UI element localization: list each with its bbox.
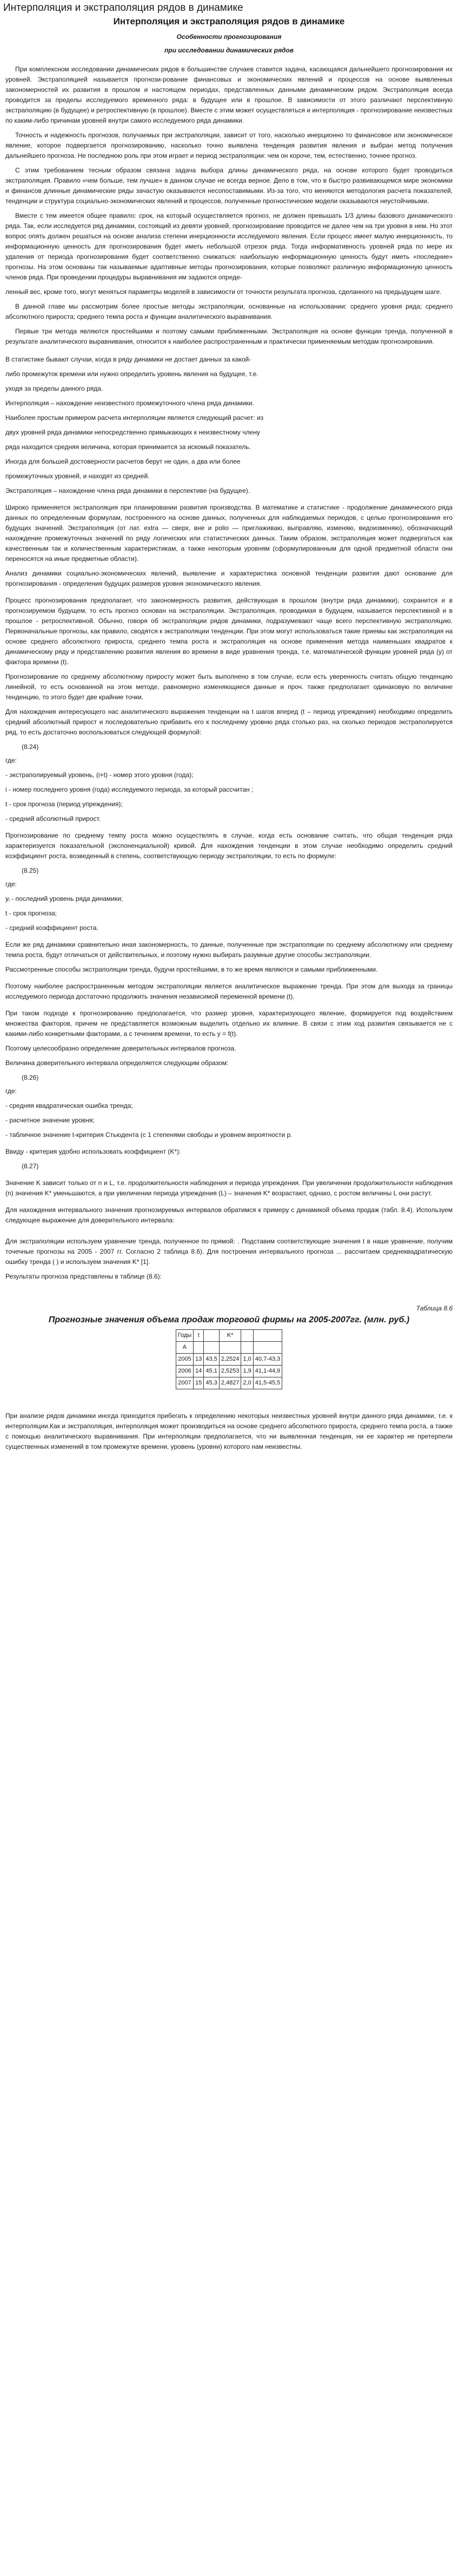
paragraph-growth-rate: Прогнозирование по среднему темпу роста можно осуществлять в случае, когда есть основание считать, что общая тенденция ряда характеризуется показательной (экспоненциальной) кривой. Для нахождения тенденции в этом случае необходимо определить средний коэффициент роста, возведенный в степень, соответствующую периоду экстраполяции, то есть по формуле: — [5, 832, 453, 860]
table-cell: 45,1 — [204, 1366, 219, 1377]
table-row — [176, 1342, 282, 1354]
table-cell: 2,0 — [241, 1377, 253, 1389]
where-label-1: где: — [5, 757, 17, 764]
paragraph-methods: В данной главе мы рассмотрим более простые методы экстраполяции, основанные на использовании: среднего уровня ряда; среднего абсолютного прироста; среднего темпа роста и функции аналитического выравнивания. — [5, 303, 453, 320]
paragraph-abs-growth: Прогнозирование по среднему абсолютному приросту может быть выполнено в том случае, если есть уверенность считать общую тенденцию линейной, то есть основанной на этом методе, равномерно изменяющиеся данные и проч. также предполагает одинаковую по величине тенденцию, то этого будет две крайние точки. — [5, 673, 453, 701]
paragraph-simple-example: Наиболее простым примером расчета интерполяции является следующий расчет: из — [5, 414, 264, 421]
paragraph-analytic: Поэтому наиболее распространенным методом экстраполяции является аналитическое выражение тренда. При этом для выхода за границы исследуемого периода достаточно продолжить значения независимой переменной времени (t). — [5, 982, 453, 1000]
table-cell — [219, 1342, 241, 1354]
formula-8-26: (8.26) — [22, 1074, 39, 1081]
paragraph-interval-example: Для нахождения интервального значения прогнозируемых интервалов обратимся к примеру с динамикой объема продаж (табл. 8.4). Используем следующее выражение для доверительного интервала: — [5, 1206, 453, 1224]
table-cell: 41,1-44,9 — [253, 1366, 282, 1377]
table-cell — [241, 1342, 253, 1354]
section-subtitle-2: при исследовании динамических рядов — [164, 46, 294, 54]
table-header-row — [176, 1330, 282, 1342]
paragraph-results: Результаты прогноза представлены в таблице (8.6): — [5, 1273, 162, 1280]
paragraph-general-rule-cont: ленный вес, кроме того, могут меняться параметры моделей в зависимости от точности результата прогноза, сделанного на предыдущем шаге. — [5, 288, 442, 296]
formula-8-24: (8.24) — [22, 743, 39, 751]
paragraph-k-value: Значение K зависит только от n и L, т.е. продолжительности наблюдения и периода упреждения. При увеличении продолжительности наблюдения (n) значения K* уменьшаются, а при увеличении периода упреждения (L) – значения K* возрастают, однако, с ростом величины L они растут. — [5, 1179, 453, 1197]
where-item-3b: - расчетное значение уровня; — [5, 1116, 95, 1124]
table-cell: 41,5-45,5 — [253, 1377, 282, 1389]
paragraph-criterion: Ввиду - критерия удобно использовать коэффициент (K*): — [5, 1148, 181, 1155]
where-item-1a: - экстраполируемый уровень, (i+t) - номер этого уровня (года); — [5, 771, 194, 779]
formula-8-25: (8.25) — [22, 867, 39, 874]
table-cell — [204, 1342, 219, 1354]
where-item-1d: - средний абсолютный прирост. — [5, 815, 101, 822]
paragraph-process: Процесс прогнозирования предполагает, что закономерность развития, действующая в прошлом (внутри ряда динамики), сохранится и в прогнозируемом будущем, то есть прогноз основан на экстраполяции. Экстраполяция, проводимая в будущем, называется перспективной и в прошлое - ретроспективной. Обычно, говоря об экстраполяции рядов динамики, подразумевают чаще всего перспективную экстраполяцию. Первоначальные прогнозы, как правило, сводятся к экстраполяции тенденции. При этом могут использоваться такие приемы как экстраполяция на основе среднего абсолютного прироста, среднего темпа роста и экстраполяция на основе применения метода наименьших квадратов к динамическому ряду и представлению развития явления во времени в виде уравнения тренда, т.е. математической функции уровней ряда (у) от фактора времени (t). — [5, 597, 453, 666]
section-subtitle: Особенности прогнозирования — [176, 33, 282, 41]
article-title: Интерполяция и экстраполяция рядов в динамике — [113, 16, 345, 26]
table-header-cell: Годы — [176, 1330, 193, 1342]
table-cell: 13 — [194, 1354, 204, 1366]
where-item-3a: - средняя квадратическая ошибка тренда; — [5, 1102, 133, 1109]
table-header-cell — [204, 1330, 219, 1342]
table-cell — [194, 1342, 204, 1354]
where-item-2a: yᵢ - последний уровень ряда динамики; — [5, 895, 123, 902]
where-label-2: где: — [5, 880, 17, 888]
table-cell: 2,2524 — [219, 1354, 241, 1366]
paragraph-stat-cases-2: либо промежуток времени или нужно определить уровень явления на будущее, т.е. — [5, 370, 258, 378]
paragraph-simplest: Рассмотренные способы экстраполяции тренда, будучи простейшими, в то же время являются и самыми приближенными. — [5, 966, 378, 973]
paragraph-find-trend: Для нахождения интересующего нас аналитического выражения тенденции на t шагов вперед (t – период упреждения) необходимо определить средний абсолютный прирост и последовательно прибавить его к последнему уровню ряда столько раз, на сколько периодов экстраполируется ряд, то есть достаточно воспользоваться следующей формулой: — [5, 708, 453, 736]
table-cell: 1,0 — [241, 1354, 253, 1366]
table-number: Таблица 8.6 — [416, 1304, 453, 1312]
table-row — [176, 1366, 282, 1377]
paragraph-interval-size: Величина доверительного интервала определяется следующим образом: — [5, 1059, 229, 1067]
paragraph-analysis: Анализ динамики социально-экономических явлений, выявление и характеристика основной тенденции развития дают основание для прогнозирования - определения будущих размеров уровня экономического явления. — [5, 570, 453, 587]
table-cell: 2,5253 — [219, 1366, 241, 1377]
paragraph-series-length: С этим требованием тесным образом связана задача выбора длины динамического ряда, на основе которого будет проводиться экстраполяция. Правило «чем больше, тем лучше» в данном случае не всегда верное. Дело в том, что в быстро развивающемся мире экономики и финансов длинные динамические ряды зачастую оказываются несопоставимыми. Из-за того, что меняются методология расчета показателей, тенденции и структура социально-экономических явлений и процессов, полученные прогностические модели оказываются неустойчивыми. — [5, 166, 453, 205]
where-item-3c: - табличное значение t-критерия Стьюдента (с 1 степенями свободы и уровнем вероятности p. — [5, 1131, 293, 1139]
paragraph-trend-equation: Для экстраполяции используем уравнение тренда, полученное по прямой: . Подставим соответствующие значения t в наше уравнение, получим точечные прогнозы на 2005 - 2007 гг. Согласно 2 таблица 8.6). Для построения интервального прогноза ... рассчитаем среднеквадратическую ошибку тренда ( ) и используем значения K* [1]. — [5, 1237, 453, 1266]
table-cell: 40,7-43,3 — [253, 1354, 282, 1366]
paragraph-simple-example-5: промежуточных уровней, и находят из средней. — [5, 472, 150, 480]
where-label-3: где: — [5, 1087, 17, 1095]
paragraph-conf-intervals: Поэтому целесообразно определение доверительных интервалов прогноза. — [5, 1045, 236, 1052]
table-cell — [253, 1342, 282, 1354]
table-header-cell — [253, 1330, 282, 1342]
paragraph-first-three: Первые три метода являются простейшими и поэтому самыми приближенными. Экстраполяция на основе функции тренда, полученной в результате аналитического выравнивания, относится к наиболее распространенным и практически применяемым методам прогнозирования. — [5, 327, 453, 345]
paragraph-stat-cases: В статистике бывают случаи, когда в ряду динамики не достает данных за какой- — [5, 356, 251, 363]
page-title: Интерполяция и экстраполяция рядов в динамике — [3, 2, 243, 14]
where-item-1c: t - срок прогноза (период упреждения); — [5, 800, 123, 808]
article-body — [0, 16, 458, 1452]
paragraph-general-rule: Вместе с тем имеется общее правило: срок, на который осуществляется прогноз, не должен превышать 1/3 длины базового динамического ряда. Так, если исследуется ряд динамики, состоящий из девяти уровней, прогнозирование проводится не далее чем на три уровня в нем. Но этот вопрос опять должен решаться на основе анализа степени инерционности исследуемого явления. Если процесс имеет малую инерционность, то информационную ценность для прогнозирования будет иметь небольшой отрезок ряда. Тогда информативность уровней ряда по мере их удаления от периода прогнозирования будет соответственно снижаться: наибольшую информационную ценность будут иметь «последние» прогнозы. На этом основаны так называемые адаптивные методы прогнозирования, которые позволяют различную информационную ценность членов ряда. При проведении процедуры выравнивания им задаются опреде- — [5, 212, 453, 281]
paragraph-interpolation-def: Интерполяция – нахождение неизвестного промежуточного члена ряда динамики. — [5, 399, 254, 407]
where-item-2c: - средний коэффициент роста. — [5, 924, 98, 932]
paragraph-wide-use: Широко применяется экстраполяция при планировании развития производства. В математике и статистике - продолжение динамического ряда данных по определенным формулам, построенного на основе данных, полученных для наблюдаемых периодов, с целью прогнозирования его будущих значений. Экстраполяция (от лат. extra — сверх, вне и polio — приглаживаю, выправляю, изменяю, видоизменяю), обозначающий нахождение промежуточных значений по ряду логических или статистических данных. Таким образом, экстраполяция может подвергаться как качественным так и количественным характеристикам, а также некоторым уровням (сформулированным для одной предметной области они переносятся на иные предметные области). — [5, 504, 453, 563]
table-cell: 2006 — [176, 1366, 193, 1377]
where-item-2b: t - срок прогноза; — [5, 909, 57, 917]
table-cell: 43,5 — [204, 1354, 219, 1366]
paragraph-simple-example-2: двух уровней ряда динамики непосредственно примыкающих к неизвестному члену — [5, 429, 260, 436]
paragraph-other-pattern: Если же ряд динамики сравнительно иная закономерность, то данные, полученные при экстраполяции по среднему абсолютному или среднему темпа роста, будут отличаться от действительных, и поэтому нужно выбирать разумные другие способы экстраполяции. — [5, 941, 453, 959]
table-row — [176, 1354, 282, 1366]
table-header-cell: K* — [219, 1330, 241, 1342]
table-cell: 2005 — [176, 1354, 193, 1366]
paragraph-extrapolation-def: Экстраполяция – нахождение члена ряда динамики в перспективе (на будущее). — [5, 487, 250, 494]
table-cell: A — [176, 1342, 193, 1354]
paragraph-approach: При таком подходе к прогнозированию предполагается, что размер уровня, характеризующего явление, формируется под воздействием множества факторов, причем не представляется возможным выделить отдельно их влияние. В связи с этим ход развития связывается не с какими-либо конкретными факторами, а с течением времени, то есть y = f(t). — [5, 1009, 453, 1038]
paragraph-stat-cases-3: уходя за пределы данного ряда. — [5, 385, 103, 392]
table-header-cell — [241, 1330, 253, 1342]
paragraph-simple-example-4: Иногда для большей достоверности расчетов берут не один, а два или более — [5, 458, 241, 465]
paragraph-extrapolation-definition: При комплексном исследовании динамических рядов в большинстве случаев ставится задача, касающаяся дальнейшего прогнозирования их уровней. Экстраполяцией называется прогнози-рование финансовых и экономических явлений и процессов на основе выявленных закономерностей их развития в прошлом и настоящем периодах, представленных данными динамическим рядом. Экстраполяция всегда проводится за пределы исследуемого временного ряда: в будущее или в прошлое. В зависимости от этого различают перспективную экстраполяцию (в будущее) и ретроспективную (в прошлое). Вместе с этим может осуществляться и интерполяция - прогнозирование неизвестных по каким-либо причинам уровней внутри самого исследуемого ряда динамики. — [5, 65, 453, 124]
formula-8-27: (8.27) — [22, 1162, 39, 1170]
table-title: Прогнозные значения объема продаж торговой фирмы на 2005-2007гг. (млн. руб.) — [48, 1315, 410, 1324]
table-row — [176, 1377, 282, 1389]
forecast-table — [176, 1329, 283, 1389]
table-cell: 14 — [194, 1366, 204, 1377]
table-cell: 1,9 — [241, 1366, 253, 1377]
table-cell: 2,4827 — [219, 1377, 241, 1389]
table-header-cell: t — [194, 1330, 204, 1342]
table-cell: 2007 — [176, 1377, 193, 1389]
where-item-1b: i - номер последнего уровня (года) исследуемого периода, за который рассчитан ; — [5, 786, 254, 793]
paragraph-interpolation-usage: При анализе рядов динамики иногда приходится прибегать к определению некоторых неизвестных уровней внутри данного ряда динамики, т.е. к интерполяции.Как и экстраполяция, интерполяция может производиться на основе среднего абсолютного прироста, среднего темпа роста, а также с помощью аналитического выравнивания. При интерполяции предполагается, что ни выявленная тенденция, ни ее характер не претерпели существенных изменений в том промежутке времени, уровень (уровни) которого нам неизвестны. — [5, 1412, 453, 1450]
table-cell: 15 — [194, 1377, 204, 1389]
paragraph-simple-example-3: ряда находится средняя величина, которая принимается за искомый показатель. — [5, 443, 251, 451]
table-cell: 45,3 — [204, 1377, 219, 1389]
paragraph-accuracy: Точность и надежность прогнозов, получаемых при экстраполяции, зависит от того, насколько инерционно то финансовое или экономическое явление, которое подвергается прогнозированию, насколько точно выявлена тенденция развития явления и выбран метод получения дальнейшего прогноза. Не последнюю роль при этом играет и период экстраполяции: чем он короче, тем, естественно, точнее прогноз. — [5, 131, 453, 159]
